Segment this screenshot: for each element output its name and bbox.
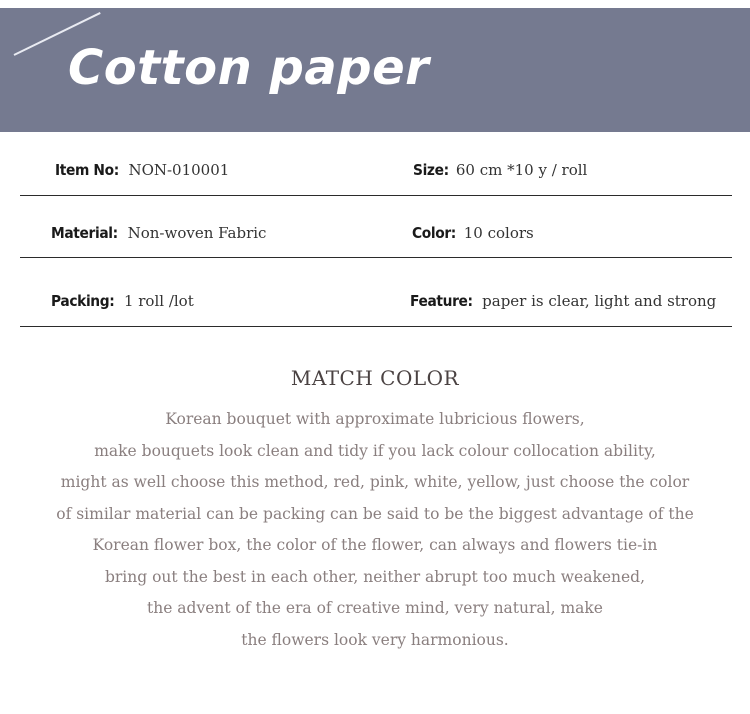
spec-size bbox=[413, 160, 587, 179]
spec-row-2 bbox=[0, 223, 750, 253]
spec-color bbox=[412, 223, 534, 242]
spec-label: Color: bbox=[412, 224, 456, 242]
description-line: Korean bouquet with approximate lubricious flowers, bbox=[165, 410, 585, 428]
spec-row-3 bbox=[0, 291, 750, 321]
spec-label: Item No: bbox=[55, 161, 119, 179]
match-color-description bbox=[0, 404, 750, 656]
spec-label: Feature: bbox=[410, 292, 473, 310]
spec-value: paper is clear, light and strong bbox=[482, 292, 717, 310]
spec-value: Non-woven Fabric bbox=[127, 224, 267, 242]
spec-label: Material: bbox=[51, 224, 118, 242]
divider bbox=[20, 257, 732, 258]
description-line: Korean flower box, the color of the flower, can always and flowers tie-in bbox=[92, 536, 658, 554]
description-line: make bouquets look clean and tidy if you lack colour collocation ability, bbox=[94, 441, 656, 460]
spec-value: 1 roll /lot bbox=[123, 292, 194, 310]
spec-packing bbox=[51, 291, 194, 310]
spec-value: 10 colors bbox=[463, 224, 534, 242]
description-line: of similar material can be packing can be said to be the biggest advantage of the bbox=[56, 504, 694, 523]
spec-row-1 bbox=[0, 160, 750, 190]
page-title: Cotton paper bbox=[68, 40, 430, 96]
spec-material bbox=[51, 223, 266, 242]
description-line: the advent of the era of creative mind, very natural, make bbox=[147, 599, 603, 617]
header-banner bbox=[0, 8, 750, 132]
spec-item-no bbox=[55, 160, 229, 179]
match-color-heading: MATCH COLOR bbox=[290, 366, 460, 390]
divider bbox=[20, 195, 732, 196]
description-line: the flowers look very harmonious. bbox=[241, 630, 509, 649]
description-line: might as well choose this method, red, pink, white, yellow, just choose the color bbox=[60, 473, 690, 491]
divider bbox=[20, 326, 732, 327]
spec-value: NON-010001 bbox=[128, 161, 230, 179]
spec-label: Size: bbox=[413, 161, 449, 179]
spec-value: 60 cm *10 y / roll bbox=[455, 161, 588, 179]
spec-feature bbox=[410, 291, 716, 310]
description-line: bring out the best in each other, neither abrupt too much weakened, bbox=[104, 567, 646, 586]
spec-label: Packing: bbox=[51, 292, 115, 310]
